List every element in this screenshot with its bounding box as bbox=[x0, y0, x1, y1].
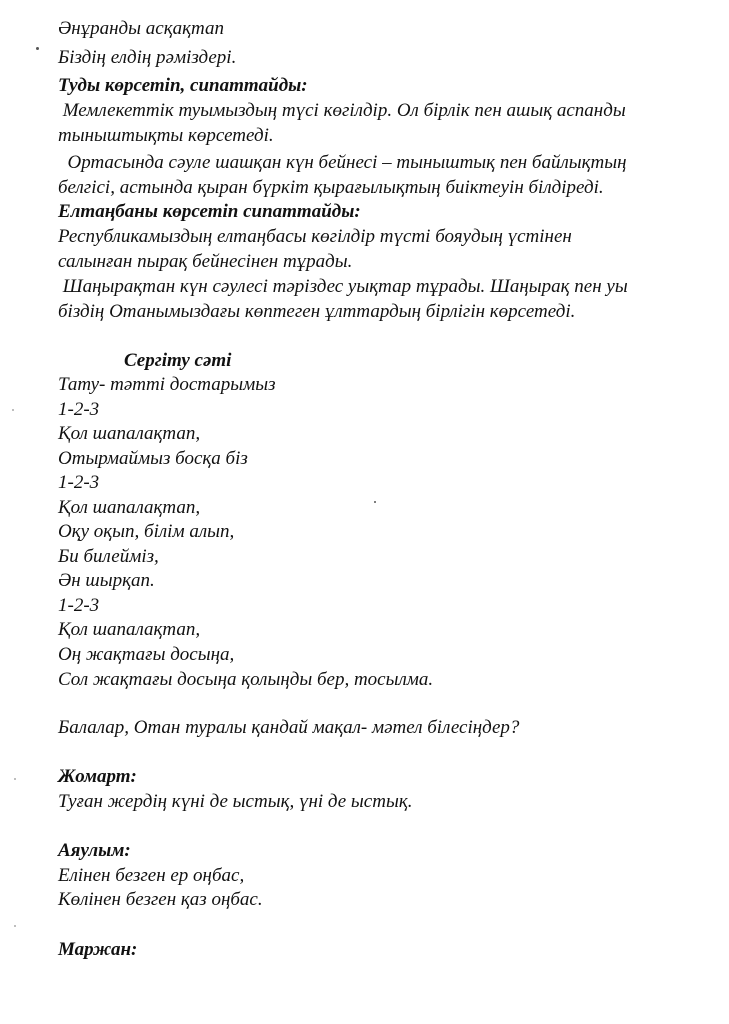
scan-speck bbox=[12, 409, 14, 411]
flag-line-1: Мемлекеттік туымыздың түсі көгілдір. Ол бірлік пен ашық аспанды bbox=[58, 100, 626, 121]
break-line-2: 1-2-3 bbox=[58, 399, 100, 420]
scan-speck bbox=[14, 925, 16, 927]
break-line-13: Сол жақтағы досыңа қолыңды бер, тосылма. bbox=[58, 669, 434, 690]
emblem-line-4: біздің Отанымыздағы көптеген ұлттардың бірлігін көрсетеді. bbox=[58, 301, 576, 322]
emblem-line-2: салынған пырақ бейнесінен тұрады. bbox=[58, 251, 353, 272]
break-line-12: Оң жақтағы досыңа, bbox=[58, 644, 235, 665]
break-line-3: Қол шапалақтап, bbox=[58, 423, 201, 444]
scan-speck bbox=[36, 47, 39, 50]
speaker-2-line-1: Елінен безген ер оңбас, bbox=[58, 865, 245, 886]
speaker-name-1: Жомарт: bbox=[58, 766, 137, 787]
speaker-1-line-1: Туған жердің күні де ыстық, үні де ыстық. bbox=[58, 791, 413, 812]
emblem-line-1: Республикамыздың елтаңбасы көгілдір түсті бояудың үстінен bbox=[58, 226, 572, 247]
break-line-6: Қол шапалақтап, bbox=[58, 497, 201, 518]
speaker-name-3: Маржан: bbox=[58, 939, 138, 960]
break-line-5: 1-2-3 bbox=[58, 472, 100, 493]
speaker-name-2: Аяулым: bbox=[58, 840, 131, 861]
break-line-11: Қол шапалақтап, bbox=[58, 619, 201, 640]
flag-line-3: Ортасында сәуле шашқан күн бейнесі – тыныштық пен байлықтың bbox=[58, 152, 627, 173]
break-heading: Сергіту сәті bbox=[124, 350, 232, 371]
break-line-8: Би билейміз, bbox=[58, 546, 159, 567]
flag-line-4: белгісі, астында қыран бүркіт қырағылықтың биіктеуін білдіреді. bbox=[58, 177, 604, 198]
speaker-2-line-2: Көлінен безген қаз оңбас. bbox=[58, 889, 263, 910]
scan-speck bbox=[14, 778, 16, 780]
break-line-10: 1-2-3 bbox=[58, 595, 100, 616]
emblem-heading: Елтаңбаны көрсетіп сипаттайды: bbox=[58, 201, 361, 222]
break-line-7: Оқу оқып, білім алып, bbox=[58, 521, 235, 542]
intro-line-1: Әнұранды асқақтап bbox=[58, 18, 224, 39]
flag-heading: Туды көрсетіп, сипаттайды: bbox=[58, 75, 308, 96]
emblem-line-3: Шаңырақтан күн сәулесі тәріздес уықтар тұрады. Шаңырақ пен уы bbox=[58, 276, 628, 297]
flag-line-2: тыныштықты көрсетеді. bbox=[58, 125, 274, 146]
question-line: Балалар, Отан туралы қандай мақал- мәтел білесіңдер? bbox=[58, 717, 520, 738]
break-line-4: Отырмаймыз босқа біз bbox=[58, 448, 248, 469]
intro-line-2: Біздің елдің рәміздері. bbox=[58, 47, 237, 68]
scan-speck bbox=[374, 501, 376, 503]
break-line-1: Тату- тәтті достарымыз bbox=[58, 374, 276, 395]
break-line-9: Ән шырқап. bbox=[58, 570, 155, 591]
